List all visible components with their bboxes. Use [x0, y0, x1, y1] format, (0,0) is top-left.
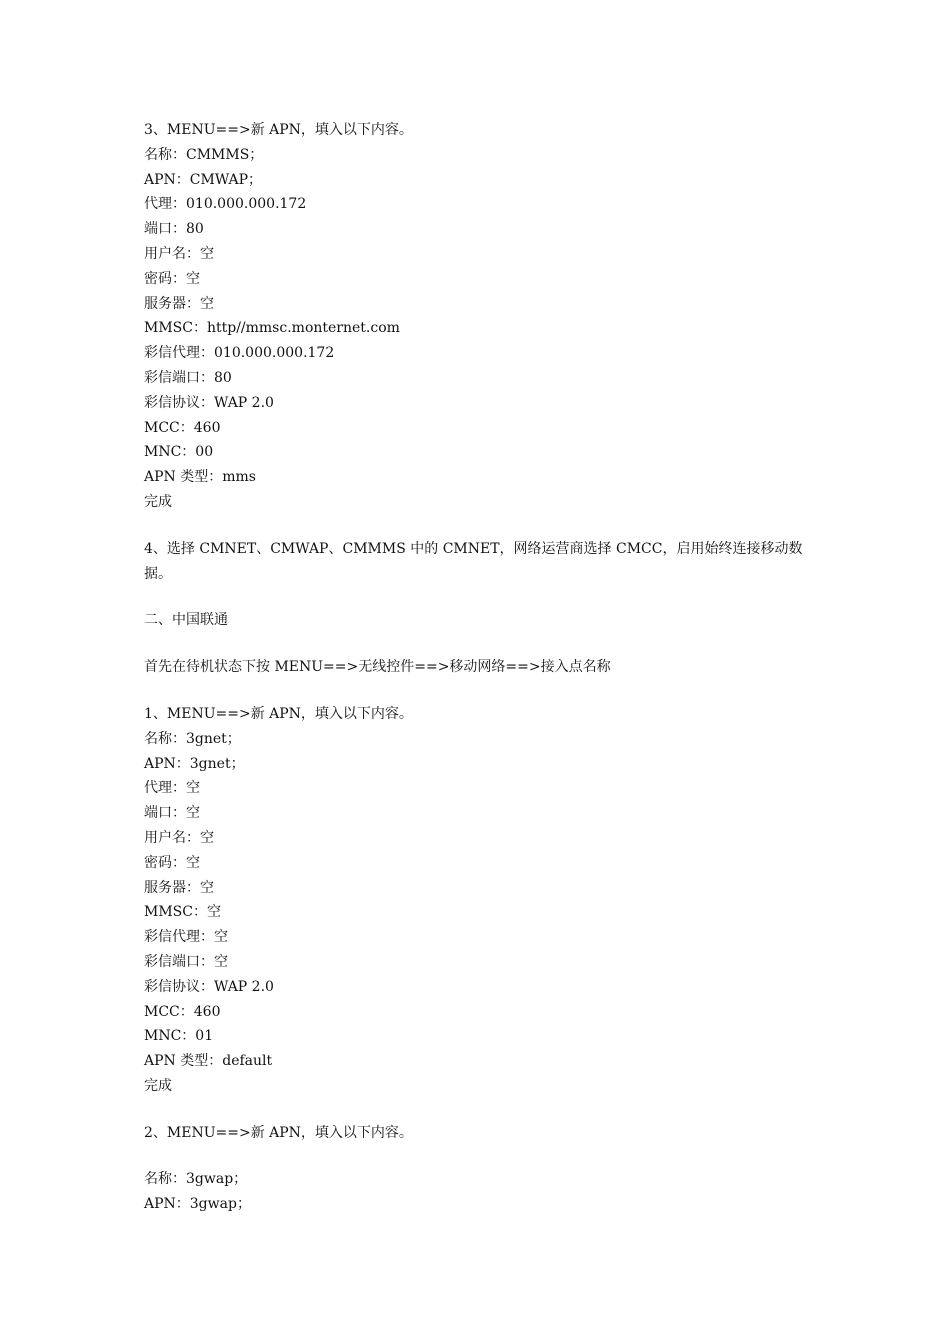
field-line: APN 类型：default [144, 1053, 273, 1070]
intro-paragraph: 首先在待机状态下按 MENU==>无线控件==>移动网络==>接入点名称 [144, 659, 611, 676]
field-line: 密码：空 [144, 854, 200, 871]
field-line: 完成 [144, 1077, 172, 1094]
document-page [144, 118, 824, 1217]
field-line: MMSC：http//mmsc.monternet.com [144, 320, 400, 337]
field-line: MNC：01 [144, 1028, 214, 1045]
field-line: 彩信代理：010.000.000.172 [144, 345, 335, 362]
field-line: MCC：460 [144, 419, 221, 436]
spacer [144, 515, 824, 537]
field-line: 服务器：空 [144, 879, 214, 896]
spacer [144, 1145, 824, 1167]
field-line: 彩信代理：空 [144, 929, 228, 946]
step-heading: 2、MENU==>新 APN，填入以下内容。 [144, 1124, 413, 1141]
field-line: 名称：3gwap； [144, 1171, 248, 1188]
field-line: 密码：空 [144, 270, 200, 287]
field-line: MMSC：空 [144, 904, 221, 921]
step-heading: 3、MENU==>新 APN，填入以下内容。 [144, 122, 413, 138]
step-paragraph: 4、选择 CMNET、CMWAP、CMMMS 中的 CMNET，网络运营商选择 CMCC，启用始终连接移动数据。 [144, 540, 803, 582]
spacer [144, 680, 824, 702]
field-line: 代理：空 [144, 780, 200, 797]
section-title: 二、中国联通 [144, 612, 228, 629]
spacer [144, 586, 824, 608]
field-line: APN：3gwap； [144, 1196, 251, 1213]
field-line: MCC：460 [144, 1003, 221, 1020]
field-line: MNC：00 [144, 444, 214, 461]
step-heading: 1、MENU==>新 APN，填入以下内容。 [144, 705, 413, 722]
field-line: APN：CMWAP； [144, 171, 263, 188]
field-line: 彩信端口：80 [144, 369, 232, 386]
field-line: 名称：CMMMS； [144, 146, 264, 163]
field-line: 端口：空 [144, 805, 200, 822]
field-line: 代理：010.000.000.172 [144, 196, 307, 213]
field-line: 彩信协议：WAP 2.0 [144, 394, 274, 411]
field-line: 彩信协议：WAP 2.0 [144, 978, 274, 995]
field-line: 端口：80 [144, 221, 204, 238]
field-line: 服务器：空 [144, 295, 214, 312]
field-line: APN 类型：mms [144, 469, 256, 486]
spacer [144, 633, 824, 655]
field-line: 名称：3gnet； [144, 730, 241, 747]
field-line: 完成 [144, 493, 172, 510]
field-line: 用户名：空 [144, 245, 214, 262]
field-line: APN：3gnet； [144, 755, 245, 772]
spacer [144, 1099, 824, 1121]
field-line: 彩信端口：空 [144, 953, 228, 970]
field-line: 用户名：空 [144, 829, 214, 846]
